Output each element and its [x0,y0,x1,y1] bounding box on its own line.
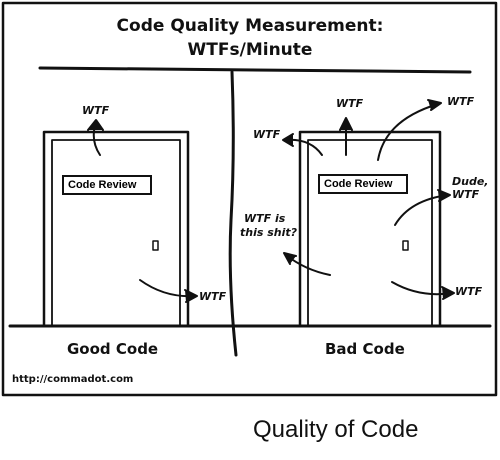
comic-title-line2: WTFs/Minute [187,40,313,60]
post-caption: Quality of Code [253,416,419,443]
left-caption: Good Code [67,340,159,358]
right-wtf-dude-line1: Dude, [452,175,489,188]
right-wtf-top-right: WTF [447,95,475,108]
comic-title-line1: Code Quality Measurement: [116,16,384,36]
panel-divider [230,72,236,355]
right-wtf-bottom-right: WTF [455,285,483,298]
right-code-review-sign: Code Review [318,174,408,194]
right-wtf-left: WTF [253,128,281,141]
left-code-review-sign: Code Review [62,175,152,195]
left-wtf-top: WTF [82,104,110,117]
right-wtf-is-line2: this shit? [240,226,298,239]
source-url: http://commadot.com [12,374,134,385]
right-caption: Bad Code [325,340,405,358]
right-wtf-dude-line2: WTF [452,188,480,201]
comic-frame [3,3,496,395]
title-divider [40,68,470,72]
left-door [44,132,188,326]
right-wtf-top-center: WTF [336,97,364,110]
right-wtf-is-line1: WTF is [244,212,286,225]
right-door [300,132,440,326]
left-wtf-bottom: WTF [199,290,227,303]
